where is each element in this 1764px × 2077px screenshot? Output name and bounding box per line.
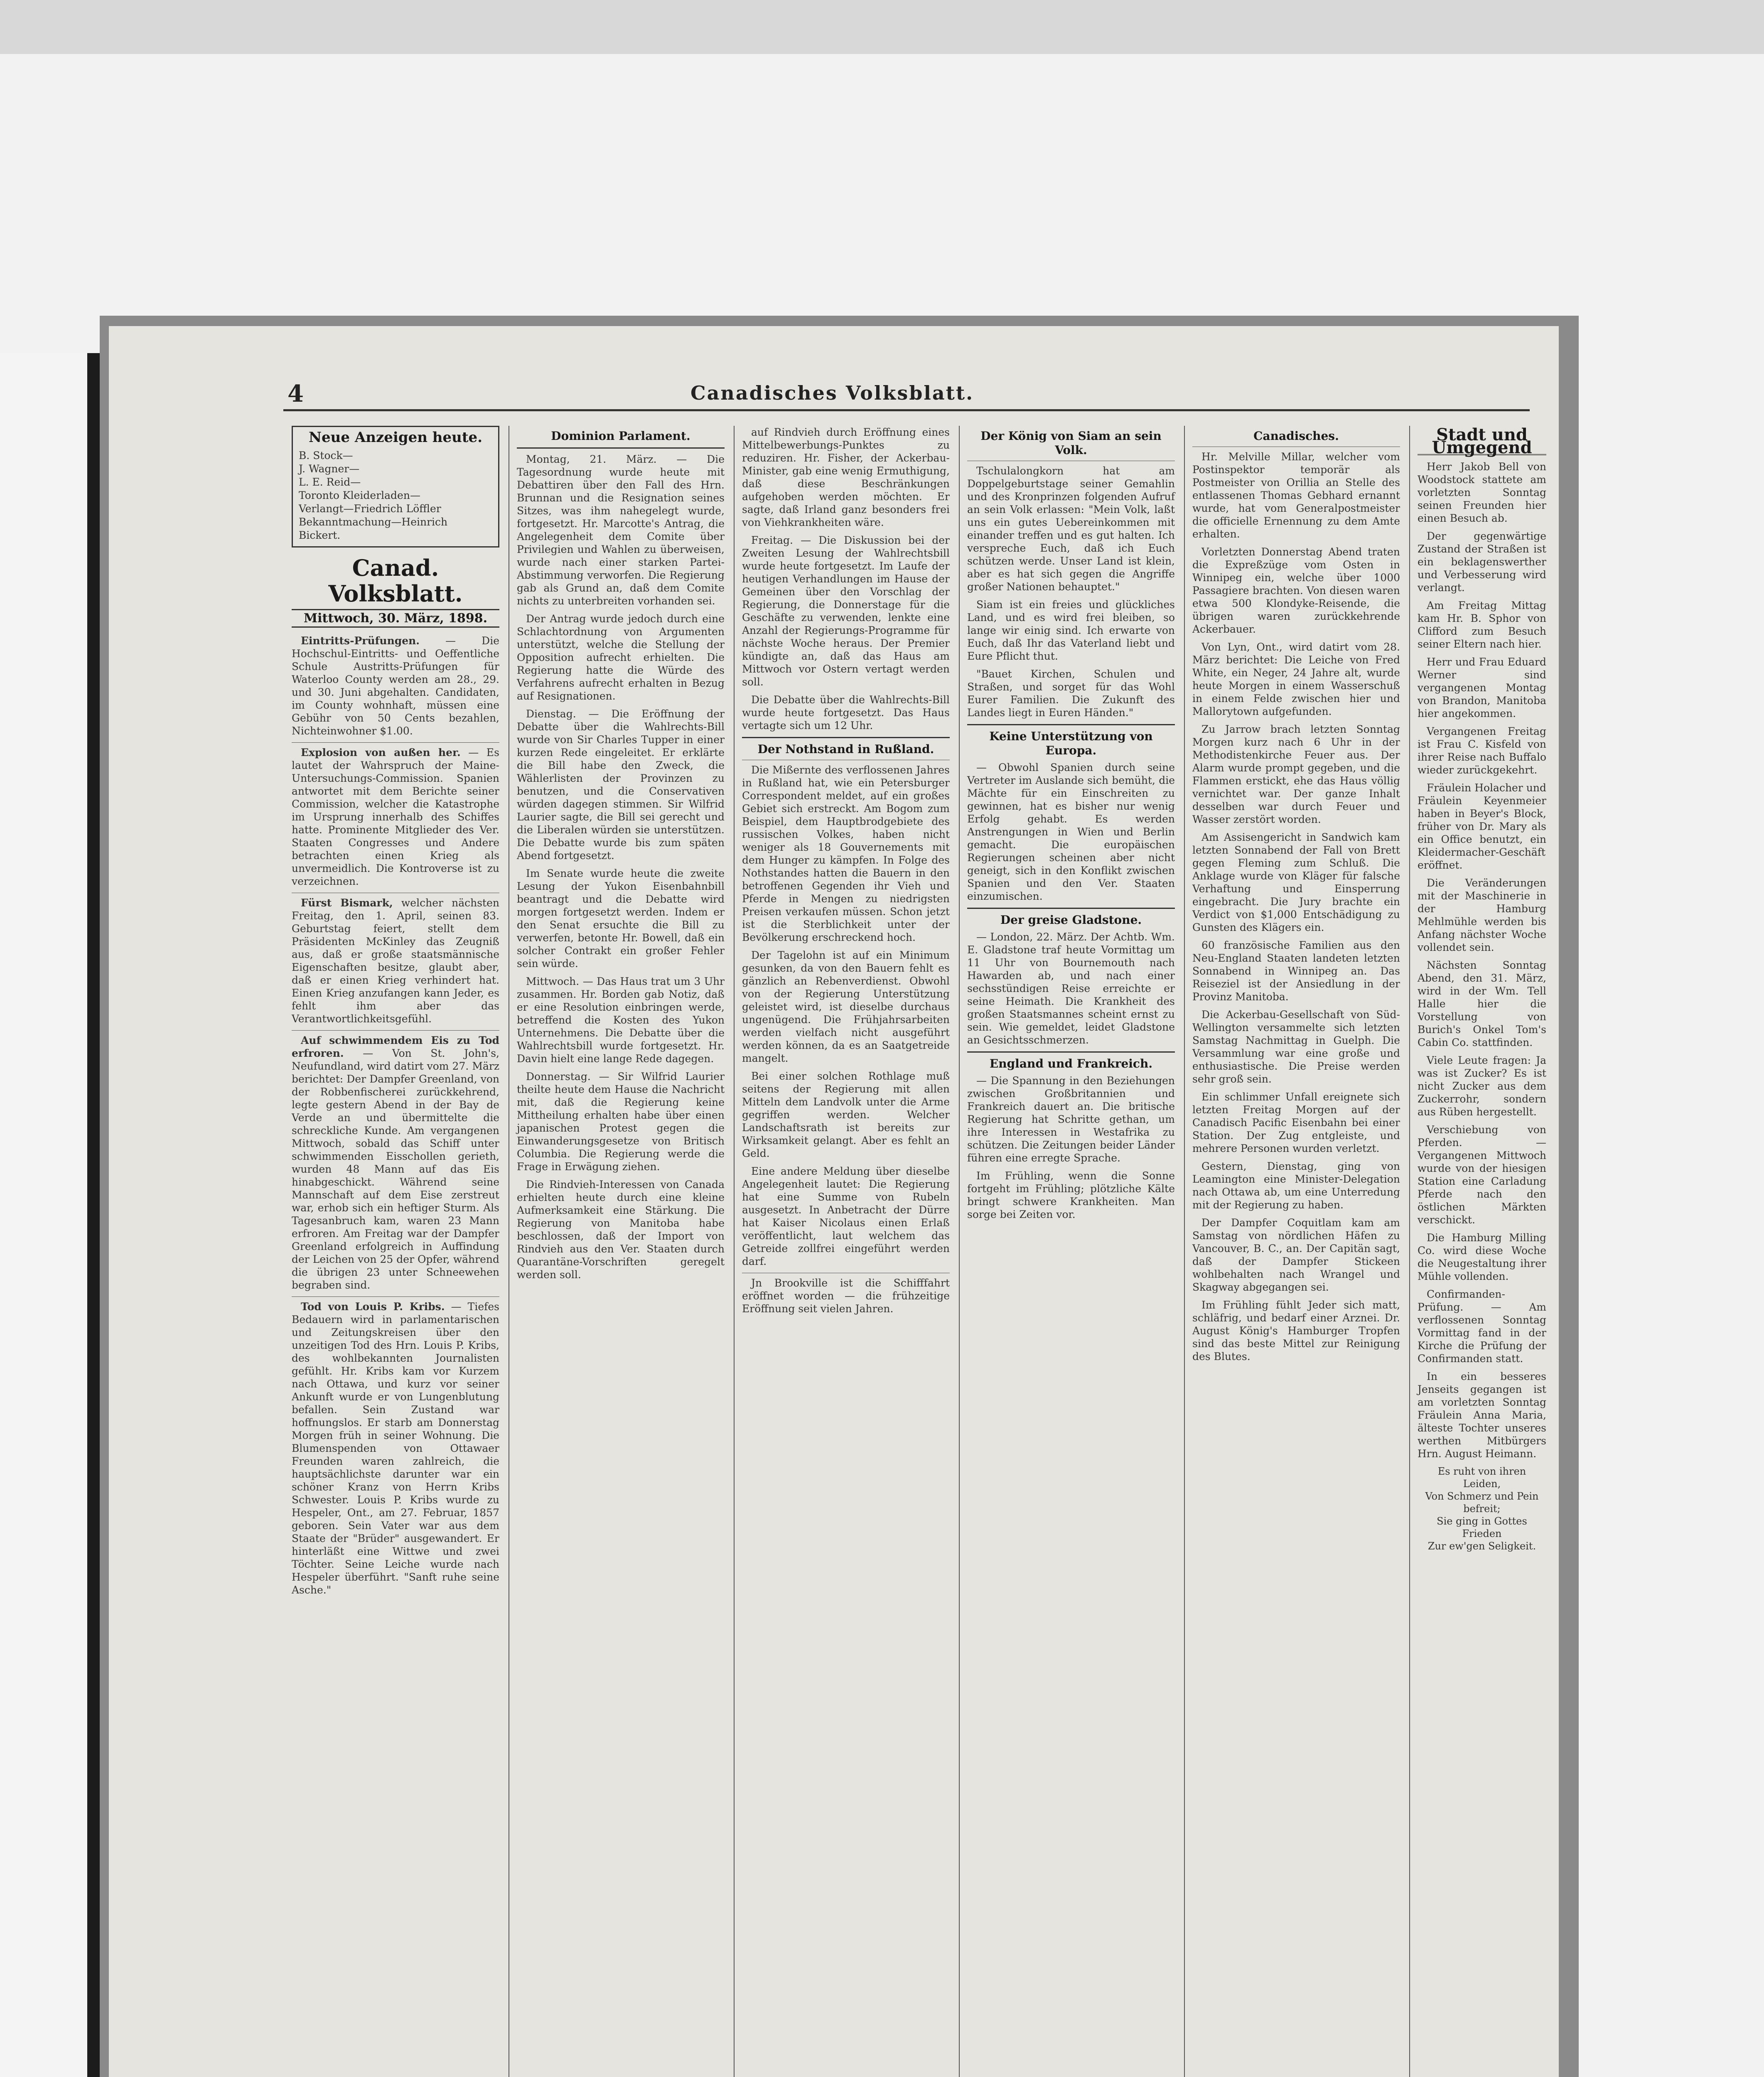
local-item: In ein besseres Jenseits gegangen ist am vorletzten Sonntag Fräulein Anna Maria, älteste Tochter unseres werthen Mitbürgers Hrn. August Heimann. <box>1418 1370 1546 1460</box>
paragraph: Der Tagelohn ist auf ein Minimum gesunken, da von den Bauern fehlt es gänzlich an Rebenverdienst. Obwohl von der Regierung Unterstützung geleistet wird, ist dieselbe durchaus ungenügend. Die Frühjahrsarbeiten werden vielfach nicht ausgeführt werden können, da es an Saatgetreide mangelt. <box>742 949 950 1064</box>
ad-item: J. Wagner— <box>299 463 360 475</box>
divider <box>292 742 499 743</box>
local-item: Nächsten Sonntag Abend, den 31. März, wird in der Wm. Tell Halle hier die Vorstellung von Burich's Onkel Tom's Cabin Co. stattfinden. <box>1418 959 1546 1048</box>
ad-item: B. Stock— <box>299 449 353 462</box>
paragraph: Von Lyn, Ont., wird datirt vom 28. März berichtet: Die Leiche von Fred White, ein Neger, 24 Jahre alt, wurde heute Morgen in einem Wasserschuß in einem Felde zwischen hier und Mallorytown aufgefunden. <box>1192 641 1400 717</box>
page-header <box>109 380 1559 408</box>
ad-item: Verlangt—Friedrich Löffler <box>299 503 441 515</box>
poem-line: Zur ew'gen Seligkeit. <box>1427 1540 1536 1552</box>
film-border-top <box>0 0 1764 54</box>
article-heading: Explosion von außen her. <box>301 746 461 759</box>
article <box>292 896 499 1025</box>
article-body: — Tiefes Bedauern wird in parlamentarischen und Zeitungskreisen über den unzeitigen Tod des Hrn. Louis P. Kribs, des wohlbekannten Journalisten gefühlt. Hr. Kribs kam vor Kurzem nach Ottawa, und kurz vor seiner Ankunft wurde er von Lungenblutung befallen. Sein Zustand war hoffnungslos. Er starb am Donnerstag Morgen früh in seiner Wohnung. Die Blumenspenden von Ottawaer Freunden waren zahlreich, die hauptsächlichste darunter war ein schöner Kranz von Herrn Kribs Schwester. Louis P. Kribs wurde zu Hespeler, Ont., am 27. Februar, 1857 geboren. Sein Vater war aus dem Staate der "Brüder" ausgewandert. Er hinterläßt eine Wittwe und zwei Töchter. Seine Leiche wurde nach Hespeler überführt. "Sanft ruhe seine Asche." <box>292 1301 499 1596</box>
paragraph: Freitag. — Die Diskussion bei der Zweiten Lesung der Wahlrechtsbill wurde heute fortgesetzt. Im Laufe der heutigen Verhandlungen im Hause der Gemeinen über den Vorschlag der Regierung, die Donnerstage für die Geschäfte zu verwenden, lenkte eine Anzahl der Regierungs-Programme für nächste Woche heraus. Der Premier kündigte an, daß das Haus am Mittwoch vor Ostern vertagt werden soll. <box>742 534 950 688</box>
ad-item: L. E. Reid— <box>299 476 361 488</box>
column-separator <box>734 426 735 2077</box>
local-item: Confirmanden-Prüfung. — Am verflossenen Sonntag Vormittag fand in der Kirche die Prüfung der Confirmanden statt. <box>1418 1288 1546 1365</box>
article-heading: Auf schwimmendem Eis zu Tod erfroren. <box>292 1034 499 1059</box>
article-body: — Von St. John's, Neufundland, wird datirt vom 27. März berichtet: Der Dampfer Greenland, von der Robbenfischerei zurückkehrend, legte gestern Abend in der Bay de Verde an und übermittelte die schreckliche Kunde. Am vergangenen Mittwoch, sobald das Schiff unter schwimmenden Eisschollen gerieth, wurden 48 Mann auf das Eis hinabgeschickt. Während seine Mannschaft auf dem Eise zerstreut war, erhob sich ein heftiger Sturm. Als Tagesanbruch kam, waren 23 Mann erfroren. Am Freitag war der Dampfer Greenland erfolgreich in Auffindung der Leichen von 25 der Opfer, während die übrigen 23 unter Schneewehen begraben sind. <box>292 1047 500 1291</box>
paragraph: Die Ackerbau-Gesellschaft von Süd-Wellington versammelte sich letzten Samstag Nachmittag in Guelph. Die Versammlung war eine große und enthusiastische. Die Preise werden sehr groß sein. <box>1192 1009 1400 1085</box>
paper-title: Canad. Volksblatt. <box>328 555 463 607</box>
article-body: welcher nächsten Freitag, den 1. April, seinen 83. Geburtstag feiert, stellt dem Präsidenten McKinley das Zeugniß aus, daß er große staatsmännische Eigenschaften besitze, glaubt aber, daß er einen Krieg verhindert hat. Einen Krieg anzufangen kann Jeder, es fehlt ihm aber das Verantwortlichkeitsgefühl. <box>292 897 499 1025</box>
local-item: Der gegenwärtige Zustand der Straßen ist ein beklagenswerther und Verbesserung wird verlangt. <box>1418 530 1546 594</box>
article <box>292 634 499 737</box>
paragraph: Die Debatte über die Wahlrechts-Bill wurde heute fortgesetzt. Das Haus vertagte sich um 12 Uhr. <box>742 694 950 732</box>
ad-item: Toronto Kleiderladen— <box>299 489 420 501</box>
section-heading: England und Frankreich. <box>989 1057 1153 1070</box>
new-ads-title: Neue Anzeigen heute. <box>308 429 483 446</box>
poem-line: Von Schmerz und Pein befreit; <box>1425 1490 1539 1515</box>
divider <box>967 1051 1175 1053</box>
paragraph: Siam ist ein freies und glückliches Land, und es wird frei bleiben, so lange wir einig sind. Ich erwarte von Euch, daß Ihr das Vaterland liebt und Eure Pflicht thut. <box>967 599 1175 662</box>
section-heading: Der König von Siam an sein Volk. <box>980 429 1162 457</box>
paragraph: — Die Spannung in den Beziehungen zwischen Großbritannien und Frankreich dauert an. Die britische Regierung hat Schritte gethan, um ihre Interessen in Westafrika zu schützen. Die Zeitungen beider Länder führen eine erregte Sprache. <box>967 1075 1175 1164</box>
column-4 <box>963 426 1179 2077</box>
column-3 <box>738 426 954 2077</box>
paragraph: Tschulalongkorn hat am Doppelgeburtstage seiner Gemahlin und des Kronprinzen folgenden Aufruf an sein Volk erlassen: "Mein Volk, laßt uns ein gutes Uebereinkommen mit einander treffen und es gut halten. Ich verspreche Euch, daß ich Euch schützen werde. Unser Land ist klein, aber es hat sich gegen die Angriffe großer Nationen behauptet." <box>967 465 1175 593</box>
paragraph: Im Senate wurde heute die zweite Lesung der Yukon Eisenbahnbill beantragt und die Debatte wird morgen fortgesetzt werden. Indem er den Senat ersuchte die Bill zu verwerfen, betonte Hr. Bowell, daß ein solcher Contrakt ein großer Fehler sein würde. <box>517 867 725 970</box>
memorial-poem <box>1418 1465 1546 1552</box>
column-1 <box>287 426 504 2077</box>
paragraph: auf Rindvieh durch Eröffnung eines Mittelbewerbungs-Punktes zu reduziren. Hr. Fisher, der Ackerbau-Minister, gab eine wenig Ermuthigung, daß diese Beschränkungen aufgehoben werden möchten. Er sagte, daß Irland ganz besonders frei von Viehkrankheiten wäre. <box>742 426 950 528</box>
paragraph: Ein schlimmer Unfall ereignete sich letzten Freitag Morgen auf der Canadisch Pacific Eisenbahn bei einer Station. Der Zug entgleiste, und mehrere Personen wurden verletzt. <box>1192 1091 1400 1154</box>
column-5 <box>1188 426 1404 2077</box>
header-rule <box>283 409 1530 411</box>
local-item: Vergangenen Freitag ist Frau C. Kisfeld von ihrer Reise nach Buffalo wieder zurückgekehrt. <box>1418 725 1546 776</box>
divider <box>967 908 1175 909</box>
section-heading: Canadisches. <box>1253 429 1339 443</box>
local-item: Viele Leute fragen: Ja was ist Zucker? Es ist nicht Zucker aus dem Zuckerrohr, sondern aus Rüben hergestellt. <box>1418 1054 1546 1118</box>
divider <box>292 1296 499 1297</box>
paragraph: Im Frühling fühlt Jeder sich matt, schläfrig, und bedarf einer Arznei. Dr. August König's Hamburger Tropfen sind das beste Mittel zur Reinigung des Blutes. <box>1192 1299 1400 1363</box>
paragraph: Die Rindvieh-Interessen von Canada erhielten heute durch eine kleine Aufmerksamkeit eine Stärkung. Die Regierung von Manitoba habe beschlossen, daß der Import von Rindvieh aus den Ver. Staaten durch Quarantäne-Vorschriften geregelt werden soll. <box>517 1178 725 1281</box>
paragraph: Zu Jarrow brach letzten Sonntag Morgen kurz nach 6 Uhr in der Methodistenkirche Feuer aus. Der Alarm wurde prompt gegeben, und die Flammen erstickt, ehe das Haus völlig vernichtet war. Der ganze Inhalt desselben war durch Feuer und Wasser zerstört worden. <box>1192 723 1400 825</box>
section-heading-local: Stadt und Umgegend <box>1418 428 1546 455</box>
article-body: — Die Hochschul-Eintritts- und Oeffentliche Schule Austritts-Prüfungen für Waterloo County werden am 28., 29. und 30. Juni abgehalten. Candidaten, im County wohnhaft, müssen eine Gebühr von 50 Cents bezahlen, Nichteinwohner $1.00. <box>292 635 499 737</box>
new-ads-box <box>292 426 499 547</box>
local-item: Herr Jakob Bell von Woodstock stattete am vorletzten Sonntag seinen Freunden hier einen Besuch ab. <box>1418 461 1546 524</box>
paragraph: Mittwoch. — Das Haus trat um 3 Uhr zusammen. Hr. Borden gab Notiz, daß er eine Resolution einbringen werde, betreffend die Kosten des Yukon Unternehmens. Die Debatte über die Wahlrechtsbill wurde fortgesetzt. Hr. Davin hielt eine lange Rede dagegen. <box>517 975 725 1065</box>
local-item: Die Veränderungen mit der Maschinerie in der Hamburg Mehlmühle werden bis Anfang nächster Woche vollendet sein. <box>1418 877 1546 953</box>
paragraph: Montag, 21. März. — Die Tagesordnung wurde heute mit Debattiren über den Fall des Hrn. Brunnan und die Resignation seines Sitzes, was ihm nahegelegt wurde, fortgesetzt. Hr. Marcotte's Antrag, die Angelegenheit dem Comite über Privilegien und Wahlen zu überweisen, wurde nach einer starken Partei-Abstimmung verworfen. Die Regierung gab als Grund an, daß dem Comite nichts zu unterbreiten vorhanden sei. <box>517 453 725 607</box>
paragraph: Der Dampfer Coquitlam kam am Samstag von nördlichen Häfen zu Vancouver, B. C., an. Der Capitän sagt, daß der Dampfer Stickeen wohlbehalten nach Wrangel und Skagway abgegangen sei. <box>1192 1217 1400 1293</box>
section-heading: Dominion Parlament. <box>551 429 690 443</box>
page-number: 4 <box>287 380 304 408</box>
paragraph: — Obwohl Spanien durch seine Vertreter im Auslande sich bemüht, die Mächte für ein Einschreiten zu gewinnen, hat es bisher nur wenig Erfolg gehabt. Es werden Anstrengungen in Wien und Berlin gemacht. Die europäischen Regierungen scheinen aber nicht geneigt, sich in den Konflikt zwischen Spanien und den Ver. Staaten einzumischen. <box>967 761 1175 902</box>
local-item: Die Hamburg Milling Co. wird diese Woche die Neugestaltung ihrer Mühle vollenden. <box>1418 1232 1546 1282</box>
film-strip-top <box>0 54 1764 353</box>
paragraph: Bei einer solchen Rothlage muß seitens der Regierung mit allen Mitteln dem Landvolk unter die Arme gegriffen werden. Welcher Landschaftsrath ist bereits zur Wirksamkeit gelangt. Aber es fehlt an Geld. <box>742 1070 950 1159</box>
paragraph: Am Assisengericht in Sandwich kam letzten Sonnabend der Fall von Brett gegen Fleming zum Schluß. Die Anklage wurde von Kläger für falsche Verhaftung und Einsperrung eingebracht. Die Jury brachte ein Verdict von $1,000 Entschädigung zu Gunsten des Klägers ein. <box>1192 831 1400 933</box>
article-body: — Es lautet der Wahrspruch der Maine-Untersuchungs-Commission. Spanien antwortet mit dem Berichte seiner Commission, welcher die Katastrophe im Ursprung innerhalb des Schiffes hatte. Prominente Mitglieder des Ver. Staaten Congresses und Andere betrachten einen Krieg als unvermeidlich. Die Kontroverse ist zu verzeichnen. <box>292 746 499 887</box>
divider <box>742 737 950 738</box>
paragraph: Hr. Melville Millar, welcher vom Postinspektor temporär als Postmeister von Orillia an Stelle des entlassenen Thomas Gebhard ernannt wurde, hat vom Generalpostmeister die officielle Ernennung zu dem Amte erhalten. <box>1192 451 1400 540</box>
section-heading: Der greise Gladstone. <box>1000 913 1142 927</box>
local-item: Herr und Frau Eduard Werner sind vergangenen Montag von Brandon, Manitoba hier angekommen. <box>1418 656 1546 719</box>
newspaper-page <box>109 326 1559 2077</box>
column-6 <box>1413 426 1550 2077</box>
local-item: Fräulein Holacher und Fräulein Keyenmeier haben in Beyer's Block, früher von Dr. Mary als ein Office benutzt, ein Kleidermacher-Geschäft eröffnet. <box>1418 782 1546 871</box>
article-heading: Eintritts-Prüfungen. <box>301 635 420 647</box>
divider <box>292 1030 499 1031</box>
divider <box>967 724 1175 725</box>
section-heading: Keine Unterstützung von Europa. <box>989 729 1153 757</box>
article-heading: Tod von Louis P. Kribs. <box>301 1301 445 1313</box>
ad-item: Bekanntmachung—Heinrich Bickert. <box>299 516 448 541</box>
paragraph: Gestern, Dienstag, ging von Leamington eine Minister-Delegation nach Ottawa ab, um eine Unterredung mit der Regierung zu haben. <box>1192 1160 1400 1211</box>
paragraph: Im Frühling, wenn die Sonne fortgeht im Frühling; plötzliche Kälte bringt schwere Krankheiten. Man sorge bei Zeiten vor. <box>967 1170 1175 1220</box>
paragraph: Donnerstag. — Sir Wilfrid Laurier theilte heute dem Hause die Nachricht mit, daß die Regierung keine Mittheilung erhalten habe über einen japanischen Protest gegen die Einwanderungsgesetze von Britisch Columbia. Die Regierung werde die Frage in Erwägung ziehen. <box>517 1070 725 1173</box>
paragraph: "Bauet Kirchen, Schulen und Straßen, und sorget für das Wohl Eurer Familien. Die Zukunft des Landes liegt in Euren Händen." <box>967 668 1175 719</box>
column-2 <box>513 426 729 2077</box>
poem-line: Sie ging in Gottes Frieden <box>1437 1515 1527 1539</box>
article <box>292 1034 499 1291</box>
film-border-left <box>0 353 87 2077</box>
local-item: Verschiebung von Pferden. — Vergangenen Mittwoch wurde von der hiesigen Station eine Carladung Pferde nach den östlichen Märkten verschickt. <box>1418 1124 1546 1226</box>
divider <box>517 447 725 449</box>
article <box>292 746 499 888</box>
article <box>292 1300 499 1596</box>
column-separator <box>959 426 960 2077</box>
paragraph: — London, 22. März. Der Achtb. Wm. E. Gladstone traf heute Vormittag um 11 Uhr von Bournemouth nach Hawarden ab, und nach einer sechsstündigen Reise erreichte er seine Heimath. Die Krankheit des großen Staatsmannes scheint ernst zu sein. Wie gemeldet, leidet Gladstone an Gesichtsschmerzen. <box>967 931 1175 1046</box>
section-heading: Der Nothstand in Rußland. <box>757 742 934 756</box>
paragraph: Dienstag. — Die Eröffnung der Debatte über die Wahlrechts-Bill wurde von Sir Charles Tupper in einer kurzen Rede eingeleitet. Er erklärte die Bill habe den Zweck, die Wählerlisten der Provinzen zu benutzen, und die Conservativen würden dagegen stimmen. Sir Wilfrid Laurier sagte, die Bill sei gerecht und die Liberalen würden sie unterstützen. Die Debatte wurde bis zum späten Abend fortgesetzt. <box>517 708 725 862</box>
column-separator <box>1184 426 1185 2077</box>
paragraph: 60 französische Familien aus den Neu-England Staaten landeten letzten Sonnabend in Winnipeg an. Das Reiseziel ist der Ansiedlung in der Provinz Manitoba. <box>1192 939 1400 1003</box>
running-masthead: Canadisches Volksblatt. <box>690 382 974 404</box>
film-border-right <box>1573 353 1764 2077</box>
paragraph: Vorletzten Donnerstag Abend traten die Expreßzüge vom Osten in Winnipeg ein, welche über 1000 Passagiere brachten. Von diesen waren etwa 500 Klondyke-Reisende, die übrigen waren zurückkehrende Ackerbauer. <box>1192 546 1400 635</box>
issue-date: Mittwoch, 30. März, 1898. <box>292 609 499 628</box>
article-heading: Fürst Bismark, <box>301 897 393 909</box>
local-item: Am Freitag Mittag kam Hr. B. Sphor von Clifford zum Besuch seiner Eltern nach hier. <box>1418 599 1546 650</box>
paragraph: Jn Brookville ist die Schifffahrt eröffnet worden — die frühzeitige Eröffnung seit vielen Jahren. <box>742 1277 950 1315</box>
column-separator <box>1409 426 1410 2077</box>
paragraph: Der Antrag wurde jedoch durch eine Schlachtordnung von Argumenten unterstützt, welche die Stellung der Opposition aufrecht erhielten. Die Regierung hatte die Würde des Verfahrens aufrecht erhalten in Bezug auf Resignationen. <box>517 613 725 702</box>
paragraph: Eine andere Meldung über dieselbe Angelegenheit lautet: Die Regierung hat eine Summe von Rubeln ausgesetzt. In Anbetracht der Dürre hat Kaiser Nicolaus einen Erlaß veröffentlicht, laut welchem das Getreide zollfrei eingeführt werden darf. <box>742 1165 950 1267</box>
poem-line: Es ruht von ihren Leiden, <box>1437 1466 1526 1490</box>
paragraph: Die Mißernte des verflossenen Jahres in Rußland hat, wie ein Petersburger Correspondent meldet, auf ein großes Gebiet sich erstreckt. Am Bogom zum Beispiel, dem Hauptbrodgebiete des russischen Volkes, haben nicht weniger als 18 Gouvernements mit dem Hunger zu kämpfen. In Folge des Nothstandes hatten die Bauern in den betroffenen Gegenden ihr Vieh und Pferde in Mengen zu niedrigsten Preisen verkaufen müssen. Schon jetzt ist die Sterblichkeit unter der Bevölkerung erschreckend hoch. <box>742 764 950 943</box>
